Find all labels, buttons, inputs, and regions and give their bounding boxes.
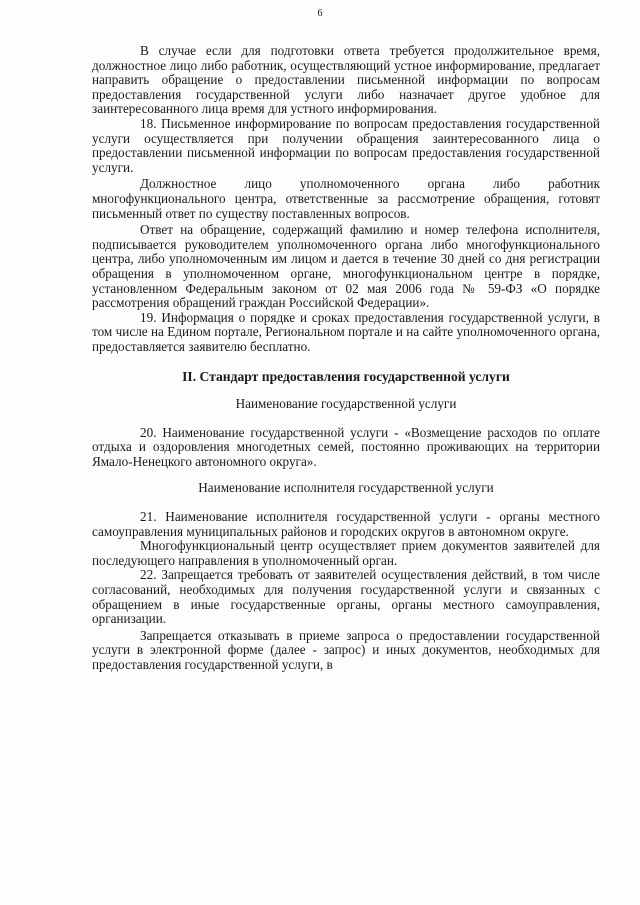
paragraph-18: 18. Письменное информирование по вопросам предоставления государственной услуги осуществляется при получении обращения заинтересованного лица о предоставлении письменной информации по вопросам предоставления государственной услуги.: [92, 115, 600, 175]
paragraph-18-official: Должностное лицо уполномоченного органа либо работник многофункционального центра, ответственные за рассмотрение обращения, готовят письменный ответ по существу поставленных вопросов.: [92, 176, 600, 221]
subheading-executor: Наименование исполнителя государственной услуги: [198, 480, 494, 496]
subheading-service-name: Наименование государственной услуги: [235, 396, 457, 412]
paragraph-oral-info: В случае если для подготовки ответа требуется продолжительное время, должностное лицо либо работник, осуществляющий устное информирование, предлагает направить обращение о предоставлении письменной информации по вопросам предоставления государственной услуги либо назначает другое удобное для заинтересованного лица время для устного информирования.: [92, 43, 600, 117]
paragraph-21: 21. Наименование исполнителя государственной услуги - органы местного самоуправления муниципальных районов и городских округов в автономном округе.: [92, 509, 600, 539]
paragraph-21-mfc: Многофункциональный центр осуществляет прием документов заявителей для последующего направления в уполномоченный орган.: [92, 538, 600, 568]
paragraph-20: 20. Наименование государственной услуги - «Возмещение расходов по оплате отдыха и оздоровления многодетных семей, постоянно проживающих на территории Ямало-Ненецкого автономного округа».: [92, 424, 600, 469]
paragraph-19: 19. Информация о порядке и сроках предоставления государственной услуги, в том числе на Едином портале, Региональном портале и на сайте уполномоченного органа, предоставляется заявителю бесплатно.: [92, 309, 600, 354]
page-number: 6: [317, 8, 323, 19]
paragraph-22-refusal: Запрещается отказывать в приеме запроса о предоставлении государственной услуги в электронной форме (далее - запрос) и иных документов, необходимых для предоставления государственной услуги, в: [92, 627, 600, 672]
paragraph-22: 22. Запрещается требовать от заявителей осуществления действий, в том числе согласований, необходимых для получения государственной услуги и связанных с обращением в иные государственные органы, органы местного самоуправления, организации.: [92, 567, 600, 627]
document-body: [92, 44, 600, 673]
section-title: II. Стандарт предоставления государственной услуги: [182, 369, 510, 385]
paragraph-18-answer: Ответ на обращение, содержащий фамилию и номер телефона исполнителя, подписывается руководителем уполномоченного органа либо многофункционального центра, либо уполномоченным им лицом и дается в течение 30 дней со дня регистрации обращения в уполномоченном органе, многофункциональном центре в порядке, установленном Федеральным законом от 02 мая 2006 года № 59-ФЗ «О порядке рассмотрения обращений граждан Российской Федерации».: [92, 222, 600, 311]
